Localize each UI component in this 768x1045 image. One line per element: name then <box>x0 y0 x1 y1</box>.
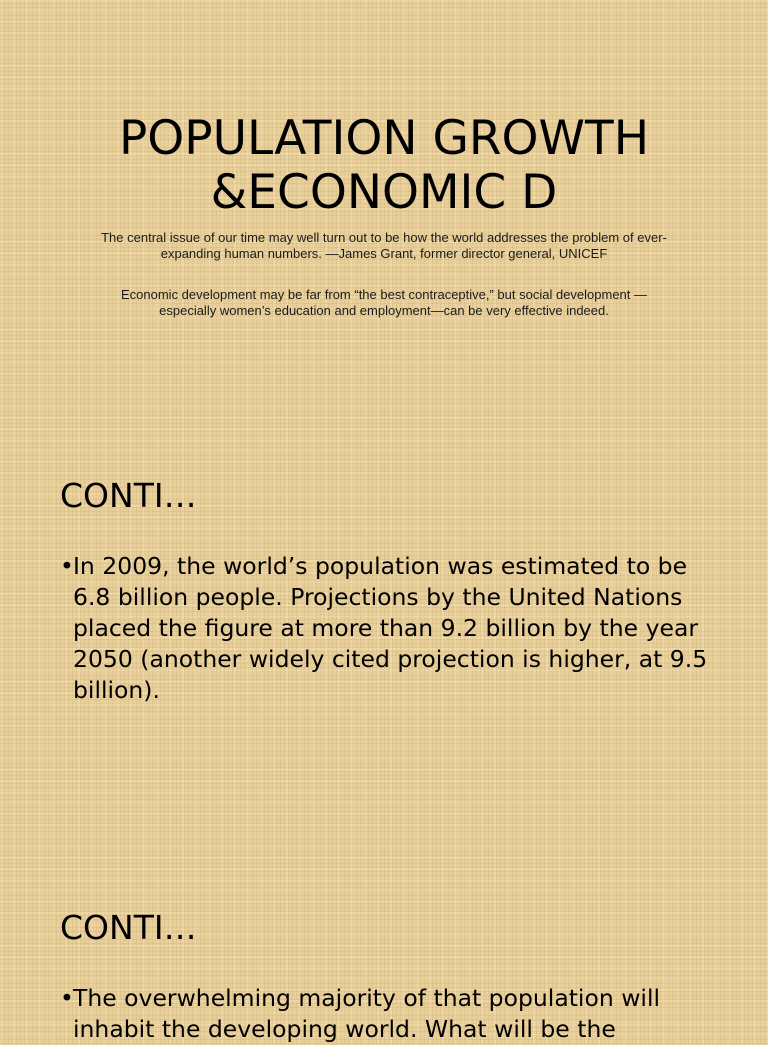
quote-economic-development: Economic development may be far from “the best contraceptive,” but social development — especially women’s education and employment—can be very effective indeed. <box>120 287 648 318</box>
bullet-text: In 2009, the world’s population was estimated to be 6.8 billion people. Projections by the United Nations placed the figure at more than 9.2 billion by the year 2050 (another widely cited projection is higher, at 9.5 billion). <box>73 552 708 704</box>
slide-conti-2 <box>0 864 768 1043</box>
slide-heading: CONTI… <box>60 908 197 947</box>
slide-title <box>0 0 768 432</box>
bullet-text: The overwhelming majority of that population will inhabit the developing world. What will be the <box>73 984 661 1043</box>
bullet-item <box>60 551 710 706</box>
slide-heading: CONTI… <box>60 476 197 515</box>
slide-conti-1 <box>0 432 768 864</box>
title-line-1: POPULATION GROWTH <box>118 111 650 166</box>
bullet-dot: • <box>60 552 74 580</box>
title-line-2: &ECONOMIC D <box>210 165 558 220</box>
bullet-dot: • <box>60 984 74 1012</box>
slide-title-heading <box>0 112 768 220</box>
bullet-item <box>60 983 710 1045</box>
quote-james-grant: The central issue of our time may well turn out to be how the world addresses the problem of ever-expanding human numbers. —James Grant, former director general, UNICEF <box>101 230 667 261</box>
